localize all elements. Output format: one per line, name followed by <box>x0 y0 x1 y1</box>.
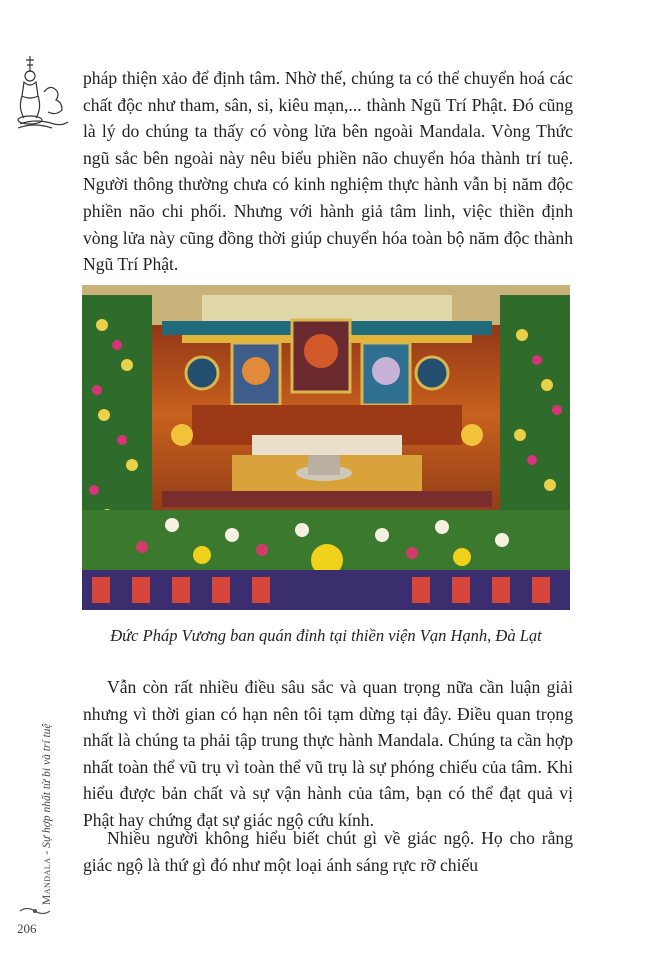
body-paragraph-3: Nhiều người không hiểu biết chút gì về giác ngộ. Họ cho rằng giác ngộ là thứ gì đó như một loại ánh sáng rực rỡ chiếu <box>83 828 573 875</box>
running-head <box>13 655 53 905</box>
body-paragraph-2: Vẫn còn rất nhiều điều sâu sắc và quan trọng nữa cần luận giải nhưng vì thời gian có hạn nên tôi tạm dừng tại đây. Điều quan trọng nhất là chúng ta phải tập trung thực hành Mandala. Chúng ta cần hợp nhất toàn thể vũ trụ vì toàn thể vũ trụ là sự phóng chiếu của tâm. Khi hiểu được bản chất và sự vận hành của tâm, bạn có thể đạt quả vị Phật hay chứng đạt sự giác ngộ cứu kính. <box>83 677 573 830</box>
buddha-ornament-icon <box>16 52 70 130</box>
divider-ornament-icon <box>18 906 52 916</box>
ceremony-photo <box>82 285 570 610</box>
body-paragraph-1: pháp thiện xảo để định tâm. Nhờ thế, chúng ta có thể chuyển hoá các chất độc như tham, sân, si, kiêu mạn,... thành Ngũ Trí Phật. Đó cũng là lý do chúng ta thấy có vòng lửa bên ngoài Mandala. Vòng Thức ngũ sắc bên ngoài này nêu biểu phiền não chuyển hóa thành trí tuệ. Người thông thường chưa có kinh nghiệm thực hành vẫn bị năm độc phiền não chi phối. Nhưng với hành giả tâm linh, việc thiền định vòng lửa này cũng đồng thời giúp chuyển hóa toàn bộ năm độc thành Ngũ Trí Phật. <box>83 68 573 275</box>
page-number: 206 <box>17 921 37 936</box>
running-head-separator: - <box>41 847 53 858</box>
photo-caption: Đức Pháp Vương ban quán đỉnh tại thiền viện Vạn Hạnh, Đà Lạt <box>110 626 542 645</box>
running-head-subtitle: Sự hợp nhất từ bi và trí tuệ <box>41 723 53 848</box>
running-head-title: Mandala <box>41 857 53 905</box>
